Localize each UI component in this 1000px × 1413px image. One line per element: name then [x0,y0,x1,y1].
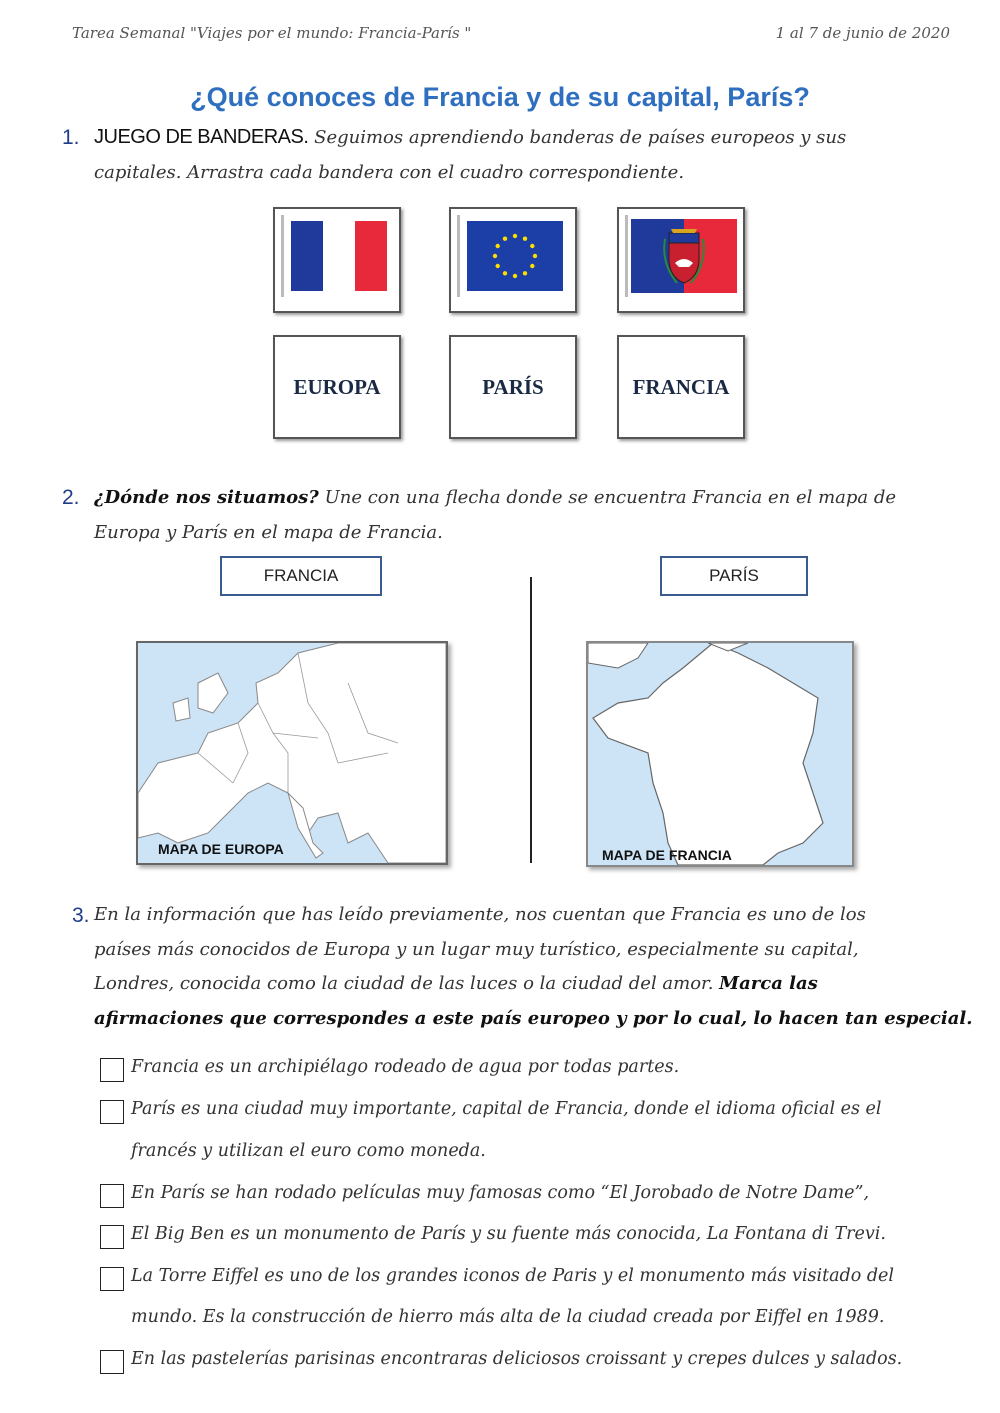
q3-line1: En la información que has leído previamente, nos cuentan que Francia es uno de los [94,904,866,925]
q2-text [94,480,974,550]
option-2-text: París es una ciudad muy importante, capital de Francia, donde el idioma oficial es el [131,1099,882,1119]
option-4-text: El Big Ben es un monumento de París y su fuente más conocida, La Fontana di Trevi. [131,1224,886,1244]
q3-line2: países más conocidos de Europa y un lugar muy turístico, especialmente su capital, [94,938,859,960]
france-flag-icon [291,221,387,291]
paris-flag-icon [631,219,737,293]
flag-card-europe[interactable] [449,207,577,313]
option-3-text: En París se han rodado películas muy famosas como “El Jorobado de Notre Dame”, [131,1183,870,1203]
q2-heading: ¿Dónde nos situamos? [94,487,319,508]
option-1-text: Francia es un archipiélago rodeado de agua por todas partes. [131,1057,680,1077]
checkbox-option-2[interactable] [100,1100,124,1124]
option-5-text: La Torre Eiffel es uno de los grandes iconos de Paris y el monumento más visitado del [131,1266,894,1286]
checkbox-option-5[interactable] [100,1267,124,1291]
label-paris[interactable]: PARÍS [660,556,808,596]
european-union-flag-icon [467,221,563,291]
q1-text [94,120,974,190]
europe-map-icon [138,643,446,863]
q3-line4-bold: afirmaciones que correspondes a este país europeo y por lo cual, lo hacen tan especial. [94,1007,973,1029]
header-left: Tarea Semanal "Viajes por el mundo: Francia-París " [72,24,472,42]
europe-map[interactable] [136,641,448,865]
checkbox-option-6[interactable] [100,1350,124,1374]
flagpole-icon [625,215,628,297]
divider-line [530,577,532,863]
checkbox-option-1[interactable] [100,1058,124,1082]
q2-number: 2. [62,486,80,509]
checkbox-option-3[interactable] [100,1184,124,1208]
map-europe-label: MAPA DE EUROPA [158,841,284,857]
q3-number: 3. [72,904,90,927]
word-card-europa[interactable]: EUROPA [273,335,401,439]
page-title: ¿Qué conoces de Francia y de su capital, París? [190,82,810,112]
flag-card-france[interactable] [273,207,401,313]
france-map-icon [588,643,852,865]
word-card-francia[interactable]: FRANCIA [617,335,745,439]
header-right: 1 al 7 de junio de 2020 [775,24,950,42]
option-2-text-line2: francés y utilizan el euro como moneda. [131,1141,486,1161]
option-5-text-line2: mundo. Es la construcción de hierro más alta de la ciudad creada por Eiffel en 1989. [131,1307,885,1327]
q1-text-line2: capitales. Arrastra cada bandera con el cuadro correspondiente. [94,162,685,183]
q2-text-line2: Europa y París en el mapa de Francia. [94,522,443,543]
q2-text-line1: Une con una flecha donde se encuentra Francia en el mapa de [324,487,897,508]
q1-text-line1: Seguimos aprendiendo banderas de países europeos y sus [314,127,847,148]
checkbox-option-4[interactable] [100,1225,124,1249]
flagpole-icon [457,215,460,297]
map-france-label: MAPA DE FRANCIA [602,847,732,863]
q3-line3: Londres, conocida como la ciudad de las luces o la ciudad del amor. [94,973,714,994]
flagpole-icon [281,215,284,297]
france-map[interactable] [586,641,854,867]
label-francia[interactable]: FRANCIA [220,556,382,596]
word-card-paris[interactable]: PARÍS [449,335,577,439]
flag-card-paris[interactable] [617,207,745,313]
q1-heading: JUEGO DE BANDERAS. [94,126,309,148]
q3-line3-bold: Marca las [719,973,818,994]
q3-text [94,898,984,1036]
option-6-text: En las pastelerías parisinas encontraras deliciosos croissant y crepes dulces y salados. [131,1349,903,1369]
q1-number: 1. [62,126,80,149]
